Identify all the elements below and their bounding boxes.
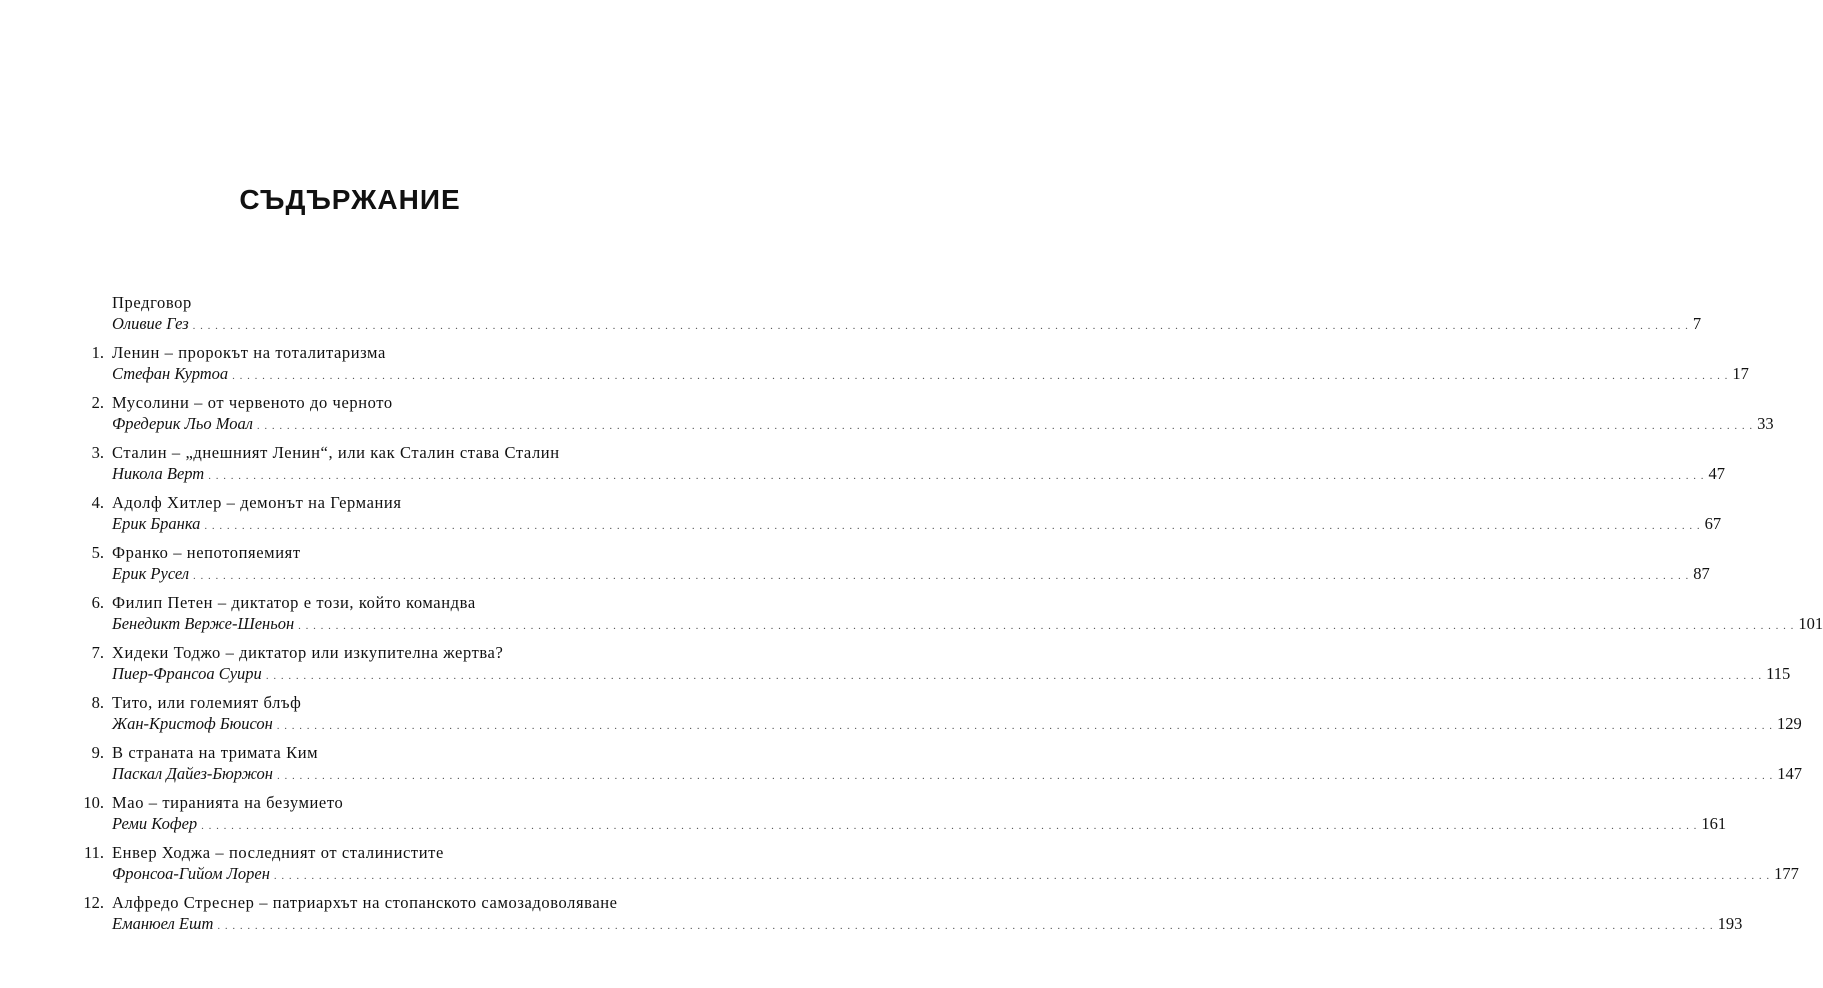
chapter-title: Предговор [112,293,192,312]
toc-entry[interactable] [0,693,1802,737]
chapter-title: Франко – непотопяемият [112,543,301,562]
toc-entry[interactable] [0,593,1823,637]
page-number: 115 [1766,664,1791,683]
chapter-number: 8. [91,693,104,712]
chapter-author: Никола Верт [112,464,205,483]
chapter-author: Оливие Гез [112,314,189,333]
chapter-author: Бенедикт Верже-Шеньон [112,614,295,633]
dot-leader: . . . . . . . . . . . . . . . . . . . . . . . . . . . . . . . . . . . . . . . . . . . . . . . . . . . . . . . . . . . . . . . . . . . . . . . . . . . . . . . . . . . . . . . . . . . . . . . . . . . . . . . . . . . . . . . . . . . . . . . . . . . . . . . . . . . . . . . . . . . . . . . . . . . . . . . . . . . . . . . . . . . . . . . . . . . . . . . . . . . . . . . . . . . . . . . . . . . . . . . . [276,720,1774,732]
chapter-title: Енвер Ходжа – последният от сталинистите [112,843,444,862]
page-number: 33 [1757,414,1774,433]
chapter-number: 12. [83,893,104,912]
toc-entry[interactable] [0,393,1774,437]
page-number: 47 [1708,464,1725,483]
page-number: 193 [1717,914,1743,933]
chapter-number: 9. [91,743,104,762]
chapter-author: Реми Кофер [112,814,198,833]
page-number: 67 [1704,514,1722,533]
toc-entry[interactable] [0,543,1710,587]
dot-leader: . . . . . . . . . . . . . . . . . . . . . . . . . . . . . . . . . . . . . . . . . . . . . . . . . . . . . . . . . . . . . . . . . . . . . . . . . . . . . . . . . . . . . . . . . . . . . . . . . . . . . . . . . . . . . . . . . . . . . . . . . . . . . . . . . . . . . . . . . . . . . . . . . . . . . . . . . . . . . . . . . . . . . . . . . . . . . . . . . . . . . . . . . . . . . . . . . . . . . . . . [256,420,1754,432]
chapter-number: 11. [83,843,104,862]
author-line [112,814,1727,836]
toc-entry[interactable] [0,293,1702,337]
author-line [112,314,1702,336]
page-number: 177 [1774,864,1799,883]
chapter-author: Стефан Куртоа [112,364,229,383]
chapter-title: Мао – тиранията на безумието [112,793,344,812]
dot-leader: . . . . . . . . . . . . . . . . . . . . . . . . . . . . . . . . . . . . . . . . . . . . . . . . . . . . . . . . . . . . . . . . . . . . . . . . . . . . . . . . . . . . . . . . . . . . . . . . . . . . . . . . . . . . . . . . . . . . . . . . . . . . . . . . . . . . . . . . . . . . . . . . . . . . . . . . . . . . . . . . . . . . . . . . . . . . . . . . . . . . . . . . . . . . . . . . . . . . . . . . [193,570,1690,582]
chapter-number: 3. [91,443,104,462]
dot-leader: . . . . . . . . . . . . . . . . . . . . . . . . . . . . . . . . . . . . . . . . . . . . . . . . . . . . . . . . . . . . . . . . . . . . . . . . . . . . . . . . . . . . . . . . . . . . . . . . . . . . . . . . . . . . . . . . . . . . . . . . . . . . . . . . . . . . . . . . . . . . . . . . . . . . . . . . . . . . . . . . . . . . . . . . . . . . . . . . . . . . . . . . . . . . . . . . . . . . . . . . [201,820,1698,832]
chapter-number: 7. [91,643,104,662]
chapter-author: Еманюел Ешт [112,914,214,933]
page-number: 101 [1798,614,1823,633]
chapter-title: Хидеки Тоджо – диктатор или изкупителна жертва? [112,643,504,662]
chapter-title: Ленин – пророкът на тоталитаризма [112,343,386,362]
toc-entry[interactable] [0,643,1791,687]
author-line [112,664,1791,686]
chapter-title: Мусолини – от червеното до черното [112,393,393,412]
author-line [112,914,1743,936]
dot-leader: . . . . . . . . . . . . . . . . . . . . . . . . . . . . . . . . . . . . . . . . . . . . . . . . . . . . . . . . . . . . . . . . . . . . . . . . . . . . . . . . . . . . . . . . . . . . . . . . . . . . . . . . . . . . . . . . . . . . . . . . . . . . . . . . . . . . . . . . . . . . . . . . . . . . . . . . . . . . . . . . . . . . . . . . . . . . . . . . . . . . . . . . . . . . . . . . . . . . . . . . [265,670,1763,682]
dot-leader: . . . . . . . . . . . . . . . . . . . . . . . . . . . . . . . . . . . . . . . . . . . . . . . . . . . . . . . . . . . . . . . . . . . . . . . . . . . . . . . . . . . . . . . . . . . . . . . . . . . . . . . . . . . . . . . . . . . . . . . . . . . . . . . . . . . . . . . . . . . . . . . . . . . . . . . . . . . . . . . . . . . . . . . . . . . . . . . . . . . . . . . . . . . . . . . . . . . . . . . . [298,620,1795,632]
dot-leader: . . . . . . . . . . . . . . . . . . . . . . . . . . . . . . . . . . . . . . . . . . . . . . . . . . . . . . . . . . . . . . . . . . . . . . . . . . . . . . . . . . . . . . . . . . . . . . . . . . . . . . . . . . . . . . . . . . . . . . . . . . . . . . . . . . . . . . . . . . . . . . . . . . . . . . . . . . . . . . . . . . . . . . . . . . . . . . . . . . . . . . . . . . . . . . . . . . . . . . . . [192,320,1689,332]
chapter-number: 5. [91,543,104,562]
page-number: 87 [1693,564,1710,583]
page-number: 129 [1777,714,1802,733]
dot-leader: . . . . . . . . . . . . . . . . . . . . . . . . . . . . . . . . . . . . . . . . . . . . . . . . . . . . . . . . . . . . . . . . . . . . . . . . . . . . . . . . . . . . . . . . . . . . . . . . . . . . . . . . . . . . . . . . . . . . . . . . . . . . . . . . . . . . . . . . . . . . . . . . . . . . . . . . . . . . . . . . . . . . . . . . . . . . . . . . . . . . . . . . . . . . . . . . . . . . . . . . [273,870,1771,882]
toc-entry[interactable] [0,443,1725,487]
chapter-author: Паскал Дайез-Бюржон [112,764,273,783]
toc-entry[interactable] [0,493,1722,537]
chapter-number: 1. [91,343,104,362]
chapter-number: 4. [91,493,104,512]
chapter-number: 2. [91,393,104,412]
toc-entry[interactable] [0,893,1743,937]
chapter-title: В страната на тримата Ким [112,743,319,762]
chapter-author: Ерик Бранка [112,514,201,533]
chapter-title: Тито, или големият блъф [112,693,302,712]
page-title: СЪДЪРЖАНИЕ [239,184,461,215]
chapter-author: Ерик Русел [112,564,190,583]
dot-leader: . . . . . . . . . . . . . . . . . . . . . . . . . . . . . . . . . . . . . . . . . . . . . . . . . . . . . . . . . . . . . . . . . . . . . . . . . . . . . . . . . . . . . . . . . . . . . . . . . . . . . . . . . . . . . . . . . . . . . . . . . . . . . . . . . . . . . . . . . . . . . . . . . . . . . . . . . . . . . . . . . . . . . . . . . . . . . . . . . . . . . . . . . . . . . . . . . . . . . . . . [232,370,1729,382]
page-number: 17 [1732,364,1749,383]
chapter-title: Филип Петен – диктатор е този, който командва [112,593,476,612]
author-line [112,414,1774,436]
chapter-title: Сталин – „днешният Ленин“, или как Сталин става Сталин [112,443,560,462]
chapter-author: Пиер-Франсоа Суири [112,664,262,683]
chapter-author: Жан-Кристоф Бюисон [112,714,273,733]
dot-leader: . . . . . . . . . . . . . . . . . . . . . . . . . . . . . . . . . . . . . . . . . . . . . . . . . . . . . . . . . . . . . . . . . . . . . . . . . . . . . . . . . . . . . . . . . . . . . . . . . . . . . . . . . . . . . . . . . . . . . . . . . . . . . . . . . . . . . . . . . . . . . . . . . . . . . . . . . . . . . . . . . . . . . . . . . . . . . . . . . . . . . . . . . . . . . . . . . . . . . . . . [208,470,1705,482]
chapter-title: Алфредо Стреснер – патриархът на стопанското самозадоволяване [112,893,618,912]
author-line [112,864,1799,886]
author-line [112,714,1802,736]
dot-leader: . . . . . . . . . . . . . . . . . . . . . . . . . . . . . . . . . . . . . . . . . . . . . . . . . . . . . . . . . . . . . . . . . . . . . . . . . . . . . . . . . . . . . . . . . . . . . . . . . . . . . . . . . . . . . . . . . . . . . . . . . . . . . . . . . . . . . . . . . . . . . . . . . . . . . . . . . . . . . . . . . . . . . . . . . . . . . . . . . . . . . . . . . . . . . . . . . . . . . . . . [204,520,1701,532]
page-number: 161 [1701,814,1727,833]
chapter-title: Адолф Хитлер – демонът на Германия [112,493,402,512]
dot-leader: . . . . . . . . . . . . . . . . . . . . . . . . . . . . . . . . . . . . . . . . . . . . . . . . . . . . . . . . . . . . . . . . . . . . . . . . . . . . . . . . . . . . . . . . . . . . . . . . . . . . . . . . . . . . . . . . . . . . . . . . . . . . . . . . . . . . . . . . . . . . . . . . . . . . . . . . . . . . . . . . . . . . . . . . . . . . . . . . . . . . . . . . . . . . . . . . . . . . . . . . [276,770,1774,782]
chapter-number: 10. [83,793,104,812]
chapter-author: Фронсоа-Гийом Лорен [112,864,270,883]
page-number: 7 [1692,314,1702,333]
dot-leader: . . . . . . . . . . . . . . . . . . . . . . . . . . . . . . . . . . . . . . . . . . . . . . . . . . . . . . . . . . . . . . . . . . . . . . . . . . . . . . . . . . . . . . . . . . . . . . . . . . . . . . . . . . . . . . . . . . . . . . . . . . . . . . . . . . . . . . . . . . . . . . . . . . . . . . . . . . . . . . . . . . . . . . . . . . . . . . . . . . . . . . . . . . . . . . . . . . . . . . . . [217,920,1714,932]
author-line [112,364,1749,386]
author-line [112,614,1823,636]
chapter-number: 6. [91,593,104,612]
author-line [112,514,1722,536]
author-line [112,464,1725,486]
toc-entry[interactable] [0,793,1727,837]
page-number: 147 [1777,764,1802,783]
author-line [112,564,1710,586]
toc-entry[interactable] [0,343,1749,387]
toc-entry[interactable] [0,843,1799,887]
author-line [112,764,1802,786]
chapter-author: Фредерик Льо Моал [112,414,253,433]
toc-entry[interactable] [0,743,1802,787]
